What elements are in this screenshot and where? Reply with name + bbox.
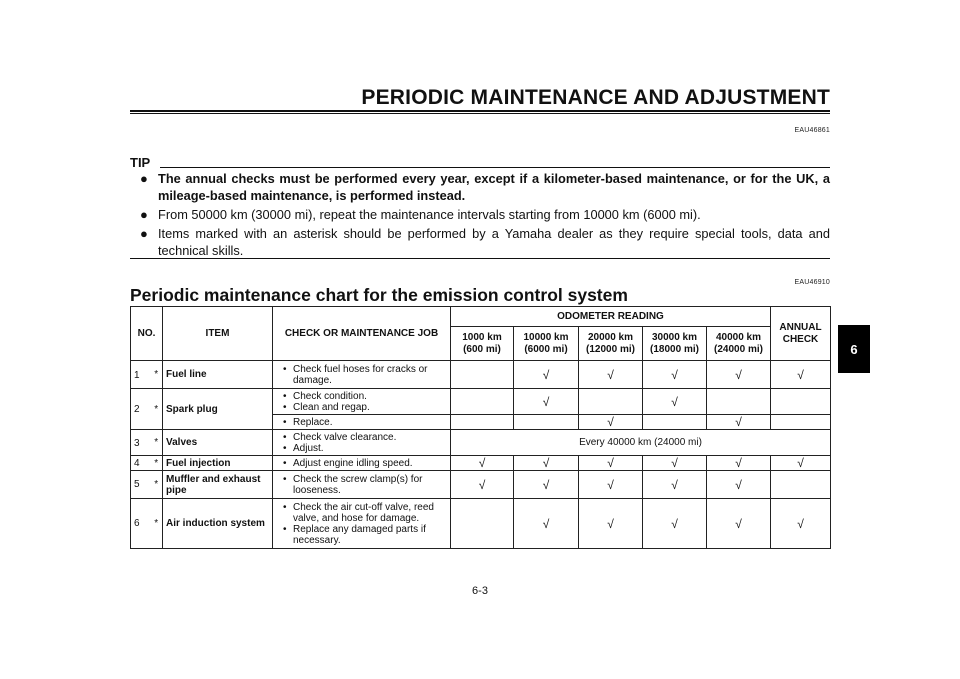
asterisk-mark: * <box>151 456 163 471</box>
asterisk-mark: * <box>151 471 163 499</box>
tip-list <box>138 170 830 261</box>
check-mark: √ <box>643 456 707 471</box>
chapter-tab: 6 <box>838 325 870 373</box>
job-description: • Check condition. • Clean and regap. <box>273 389 451 415</box>
header-interval: 20000 km (12000 mi) <box>579 327 643 361</box>
header-rule <box>130 110 830 112</box>
header-item: ITEM <box>163 307 273 361</box>
check-mark <box>451 499 514 549</box>
bullet-icon: ● <box>140 171 148 186</box>
check-mark: √ <box>771 361 831 389</box>
check-mark: √ <box>579 499 643 549</box>
check-mark: √ <box>771 499 831 549</box>
section-title: Periodic maintenance chart for the emission control system <box>130 285 628 305</box>
tip-item: ● The annual checks must be performed every year, except if a kilometer-based maintenance, or for the UK, a mileage-based maintenance, is performed instead. <box>140 171 830 203</box>
check-mark: √ <box>514 389 579 415</box>
check-mark: √ <box>643 499 707 549</box>
header-interval: 30000 km (18000 mi) <box>643 327 707 361</box>
table-row <box>131 499 831 549</box>
check-mark: √ <box>643 471 707 499</box>
row-number: 1 <box>131 361 151 389</box>
check-mark <box>451 361 514 389</box>
table-row <box>131 456 831 471</box>
item-name: Air induction system <box>163 499 273 549</box>
job-description: • Replace. <box>273 415 451 430</box>
page-number: 6-3 <box>472 585 488 597</box>
check-mark: √ <box>514 456 579 471</box>
check-mark: √ <box>707 471 771 499</box>
check-mark <box>707 389 771 415</box>
job-description: • Check valve clearance. • Adjust. <box>273 430 451 456</box>
table-row <box>131 389 831 415</box>
check-mark: √ <box>451 471 514 499</box>
header-annual: ANNUAL CHECK <box>771 307 831 361</box>
item-name: Muffler and exhaust pipe <box>163 471 273 499</box>
header-interval: 1000 km (600 mi) <box>451 327 514 361</box>
asterisk-mark: * <box>151 430 163 456</box>
row-number: 4 <box>131 456 151 471</box>
check-mark: √ <box>707 499 771 549</box>
table-row <box>131 471 831 499</box>
check-mark: √ <box>771 456 831 471</box>
tip-item: ● Items marked with an asterisk should be performed by a Yamaha dealer as they require special tools, data and technical skills. <box>140 226 830 258</box>
page-header-title: PERIODIC MAINTENANCE AND ADJUSTMENT <box>361 86 830 109</box>
check-mark <box>514 415 579 430</box>
check-mark: √ <box>579 471 643 499</box>
row-number: 5 <box>131 471 151 499</box>
row-number: 2 <box>131 389 151 430</box>
check-mark: √ <box>707 415 771 430</box>
check-mark: √ <box>707 361 771 389</box>
table-row <box>131 361 831 389</box>
tip-label: TIP <box>130 155 151 170</box>
asterisk-mark: * <box>151 361 163 389</box>
job-description: • Adjust engine idling speed. <box>273 456 451 471</box>
check-mark: √ <box>451 456 514 471</box>
header-interval: 40000 km (24000 mi) <box>707 327 771 361</box>
check-mark: √ <box>643 361 707 389</box>
bullet-icon: ● <box>140 226 148 241</box>
header-no: NO. <box>131 307 163 361</box>
item-name: Fuel injection <box>163 456 273 471</box>
row-number: 6 <box>131 499 151 549</box>
check-mark <box>579 389 643 415</box>
interval-note: Every 40000 km (24000 mi) <box>451 430 831 456</box>
check-mark: √ <box>707 456 771 471</box>
asterisk-mark: * <box>151 389 163 430</box>
header-rule-thin <box>130 113 830 114</box>
bullet-icon: ● <box>140 207 148 222</box>
job-description: • Check the screw clamp(s) for looseness. <box>273 471 451 499</box>
check-mark <box>771 415 831 430</box>
check-mark <box>771 389 831 415</box>
header-interval: 10000 km (6000 mi) <box>514 327 579 361</box>
row-number: 3 <box>131 430 151 456</box>
check-mark: √ <box>643 389 707 415</box>
item-name: Valves <box>163 430 273 456</box>
check-mark <box>451 415 514 430</box>
table-row <box>131 430 831 456</box>
check-mark <box>771 471 831 499</box>
check-mark <box>451 389 514 415</box>
check-mark <box>643 415 707 430</box>
tip-rule <box>160 167 830 168</box>
tip-code: EAU46861 <box>794 127 830 134</box>
tip-end-rule <box>130 258 830 259</box>
job-description: • Check the air cut-off valve, reed valve, and hose for damage. • Replace any damaged parts if necessary. <box>273 499 451 549</box>
check-mark: √ <box>514 361 579 389</box>
header-job: CHECK OR MAINTENANCE JOB <box>273 307 451 361</box>
check-mark: √ <box>579 415 643 430</box>
item-name: Spark plug <box>163 389 273 430</box>
check-mark: √ <box>514 499 579 549</box>
maintenance-chart <box>130 306 831 549</box>
header-odometer: ODOMETER READING <box>451 307 771 327</box>
check-mark: √ <box>514 471 579 499</box>
check-mark: √ <box>579 361 643 389</box>
tip-item: ● From 50000 km (30000 mi), repeat the maintenance intervals starting from 10000 km (6000 mi). <box>140 207 701 222</box>
check-mark: √ <box>579 456 643 471</box>
item-name: Fuel line <box>163 361 273 389</box>
asterisk-mark: * <box>151 499 163 549</box>
job-description: • Check fuel hoses for cracks or damage. <box>273 361 451 389</box>
section-code: EAU46910 <box>794 279 830 286</box>
